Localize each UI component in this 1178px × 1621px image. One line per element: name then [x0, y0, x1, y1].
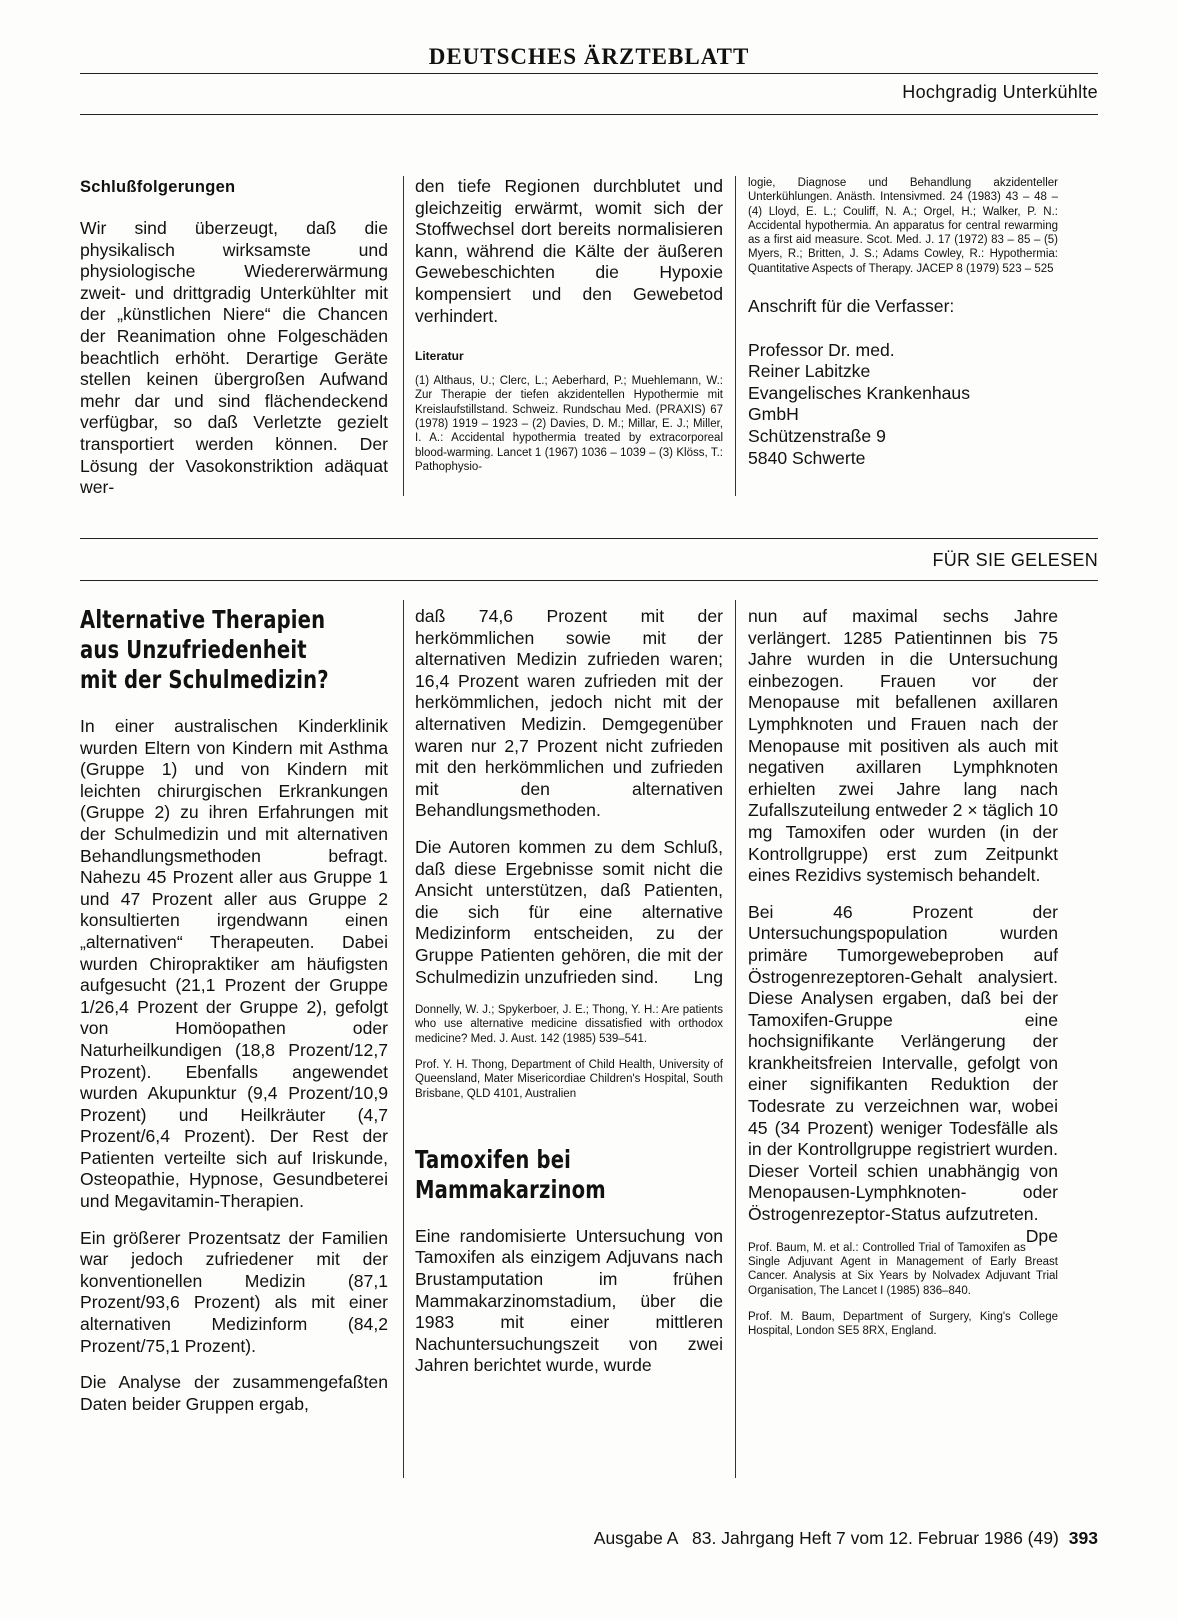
- article2-body-continued: [748, 606, 1058, 1246]
- section-rule-bottom: [80, 580, 1098, 581]
- top-col-2: [415, 176, 723, 474]
- author-signature: Dpe: [1025, 1225, 1058, 1246]
- column-divider: [403, 600, 404, 1478]
- top-col-3: [748, 176, 1058, 469]
- column-divider: [403, 176, 404, 496]
- paragraph: Die Analyse der zusammengefaßten Daten beider Gruppen ergab,: [80, 1372, 388, 1414]
- page-number: 393: [1068, 1528, 1098, 1548]
- article-col-2: [415, 606, 723, 1377]
- issue-info: Ausgabe A 83. Jahrgang Heft 7 vom 12. Februar 1986 (49): [593, 1528, 1059, 1548]
- title-line: aus Unzufriedenheit: [80, 635, 307, 664]
- journal-masthead: DEUTSCHES ÄRZTEBLATT: [428, 44, 750, 69]
- title-line: Tamoxifen bei: [415, 1144, 572, 1174]
- column-divider: [735, 176, 736, 496]
- title-line: Alternative Therapien: [80, 605, 326, 634]
- address-line: Schützenstraße 9: [748, 426, 886, 447]
- subheading-conclusions: Schlußfolgerungen: [80, 178, 236, 196]
- address-line: Evangelisches Krankenhaus: [748, 382, 971, 403]
- article2-body: Eine randomisierte Untersuchung von Tamoxifen als einzigem Adjuvans nach Brustamputation im frühen Mammakarzinomstadium, über die 1983 mit einer mittleren Nachuntersuchungszeit von zwei Jahren berichtet wurde, wurde: [415, 1225, 723, 1376]
- reference: Donnelly, W. J.; Spykerboer, J. E.; Thong, Y. H.: Are patients who use alternative medicine dissatisfied with orthodox medicine? Med. J. Aust. 142 (1985) 539–541.: [415, 1004, 723, 1045]
- author-signature: Lng: [693, 966, 723, 987]
- header-rule-top: [80, 73, 1098, 74]
- conclusions-text: Wir sind überzeugt, daß die physikalisch wirksamste und physiologische Wiedererwärmung zweit- und drittgradig Unterkühlter mit der „künstlichen Niere“ die Chancen der Reanimation ohne Folgeschäden beachtlich erhöht. Derartige Geräte stellen keinen übergroßen Aufwand mehr dar und sind flächendeckend verfügbar, so daß Verletzte gezielt transportiert werden können. Der Lösung der Vasokonstriktion adäquat wer-: [80, 218, 388, 498]
- article1-body: [80, 716, 388, 1415]
- running-title: Hochgradig Unterkühlte: [902, 82, 1098, 102]
- page-footer: [80, 1528, 1098, 1549]
- article1-body-continued: [415, 606, 723, 988]
- section-rule-top: [80, 538, 1098, 539]
- address-line: GmbH: [748, 404, 799, 425]
- article1-title: [80, 605, 329, 695]
- conclusion-text: Die Autoren kommen zu dem Schluß, daß diese Ergebnisse somit nicht die Ansicht unterstützen, daß Patienten, die sich für eine alternative Medizinform entscheiden, zu der Gruppe Patienten gehören, die mit der Schulmedizin unzufrieden sind.: [415, 836, 723, 987]
- address-line: 5840 Schwerte: [748, 447, 866, 468]
- paragraph: [415, 837, 723, 988]
- conclusions-text-continued: den tiefe Regionen durchblutet und gleichzeitig erwärmt, womit sich der Stoffwechsel dort bereits normalisieren kann, während die Kälte der äußeren Gewebeschichten die Hypoxie kompensiert und den Gewebetod verhindert.: [415, 176, 723, 326]
- literature-list: (1) Althaus, U.; Clerc, L.; Aeberhard, P.; Muehlemann, W.: Zur Therapie der tiefen akzidentellen Hypothermie mit Kreislaufstillstand. Schweiz. Rundschau Med. (PRAXIS) 67 (1978) 1919 – 1923 – (2) Davies, D. M.; Millar, E. J.; Miller, I. A.: Accidental hypothermia treated by extracorporeal blood-warming. Lancet 1 (1967) 1036 – 1039 – (3) Klöss, T.: Pathophysio-: [415, 375, 723, 473]
- header-rule-bottom: [80, 114, 1098, 115]
- address-block: [748, 340, 1058, 470]
- article1-col-1: [80, 605, 388, 1430]
- article2-references: [748, 1241, 1058, 1339]
- title-line: Mammakarzinom: [415, 1174, 606, 1204]
- author-address: Prof. Y. H. Thong, Department of Child Health, University of Queensland, Mater Misericordiae Children's Hospital, South Brisbane, QLD 4101, Australien: [415, 1058, 723, 1100]
- article2-col-3: [748, 606, 1058, 1346]
- article2-title: [415, 1145, 661, 1205]
- paragraph: nun auf maximal sechs Jahre verlängert. 1285 Patientinnen bis 75 Jahre wurden in die Untersuchung einbezogen. Frauen vor der Menopause mit befallenen axillaren Lymphknoten und Frauen nach der Menopause mit positiven als auch mit negativen axillaren Lymphknoten erhielten zwei Jahre lang nach Zufallszuteilung entweder 2 × täglich 10 mg Tamoxifen oder wurden (in der Kontrollgruppe) erst zum Zeitpunkt eines Rezidivs systemisch behandelt.: [748, 606, 1058, 886]
- top-col-1: [80, 178, 388, 499]
- paragraph: [748, 901, 1058, 1246]
- results-text: Bei 46 Prozent der Untersuchungspopulation wurden primäre Tumorgewebeproben auf Östrogenrezeptoren-Gehalt analysiert. Diese Analysen ergaben, daß bei der Tamoxifen-Gruppe eine hochsignifikante Verlängerung der krankheitsfreien Intervalle, gefolgt von einer signifikanten Reduktion der Todesrate zu verzeichnen war, wobei 45 (34 Prozent) weniger Todesfälle als in der Kontrollgruppe registriert wurden. Dieser Vorteil schien unabhängig von Menopausen-Lymphknoten- oder Östrogenrezeptor-Status aufzutreten.: [748, 901, 1058, 1225]
- address-line: Reiner Labitzke: [748, 361, 871, 382]
- address-label: Anschrift für die Verfasser:: [748, 296, 955, 317]
- author-address: Prof. M. Baum, Department of Surgery, King's College Hospital, London SE5 8RX, England.: [748, 1310, 1058, 1338]
- address-line: Professor Dr. med.: [748, 339, 895, 360]
- title-line: mit der Schulmedizin?: [80, 665, 329, 694]
- paragraph: In einer australischen Kinderklinik wurden Eltern von Kindern mit Asthma (Gruppe 1) und von Kindern mit leichten chirurgischen Erkrankungen (Gruppe 2) zu ihren Erfahrungen mit der Schulmedizin und mit alternativen Behandlungsmethoden befragt. Nahezu 45 Prozent aller aus Gruppe 1 und 47 Prozent aller aus Gruppe 2 konsultierten irgendwann einen „alternativen“ Therapeuten. Dabei wurden Chiropraktiker am häufigsten aufgesucht (21,1 Prozent der Gruppe 1/26,4 Prozent der Gruppe 2), gefolgt von Homöopathen oder Naturheilkundigen (18,8 Prozent/12,7 Prozent). Ebenfalls angewendet wurden Akupunktur (9,4 Prozent/10,9 Prozent) und Heilkräuter (4,7 Prozent/6,4 Prozent). Der Rest der Patienten verteilte sich auf Iriskunde, Osteopathie, Hypnose, Gesundbeterei und Megavitamin-Therapien.: [80, 716, 388, 1212]
- section-label: FÜR SIE GELESEN: [932, 550, 1098, 570]
- literature-list-continued: logie, Diagnose und Behandlung akzidenteller Unterkühlungen. Anästh. Intensivmed. 24 (1983) 43 – 48 – (4) Lloyd, E. L.; Couliff, N. A.; Orgel, H.; Walker, P. N.: Accidental hypothermia. An apparatus for central rewarming as a first aid measure. Scot. Med. J. 17 (1972) 83 – 85 – (5) Myers, R.; Britten, J. S.; Adams Cowley, R.: Hypothermia: Quantitative Aspects of Therapy. JACEP 8 (1979) 523 – 525: [748, 177, 1058, 275]
- paragraph: daß 74,6 Prozent mit der herkömmlichen sowie mit der alternativen Medizin zufrieden waren; 16,4 Prozent waren zufrieden mit der herkömmlichen, jedoch nicht mit der alternativen Medizin. Demgegenüber waren nur 2,7 Prozent nicht zufrieden mit den herkömmlichen und zufrieden mit den alternativen Behandlungsmethoden.: [415, 606, 723, 821]
- paragraph: Ein größerer Prozentsatz der Familien war jedoch zufriedener mit der konventionellen Medizin (87,1 Prozent/93,6 Prozent) als mit einer alternativen Medizinform (84,2 Prozent/75,1 Prozent).: [80, 1227, 388, 1356]
- reference: Prof. Baum, M. et al.: Controlled Trial of Tamoxifen as Single Adjuvant Agent in Management of Early Breast Cancer. Analysis at Six Years by Nolvadex Adjuvant Trial Organisation, The Lancet I (1985) 836–840.: [748, 1241, 1058, 1297]
- column-divider: [735, 600, 736, 1478]
- article1-references: [415, 1003, 723, 1101]
- literature-heading: Literatur: [415, 349, 464, 364]
